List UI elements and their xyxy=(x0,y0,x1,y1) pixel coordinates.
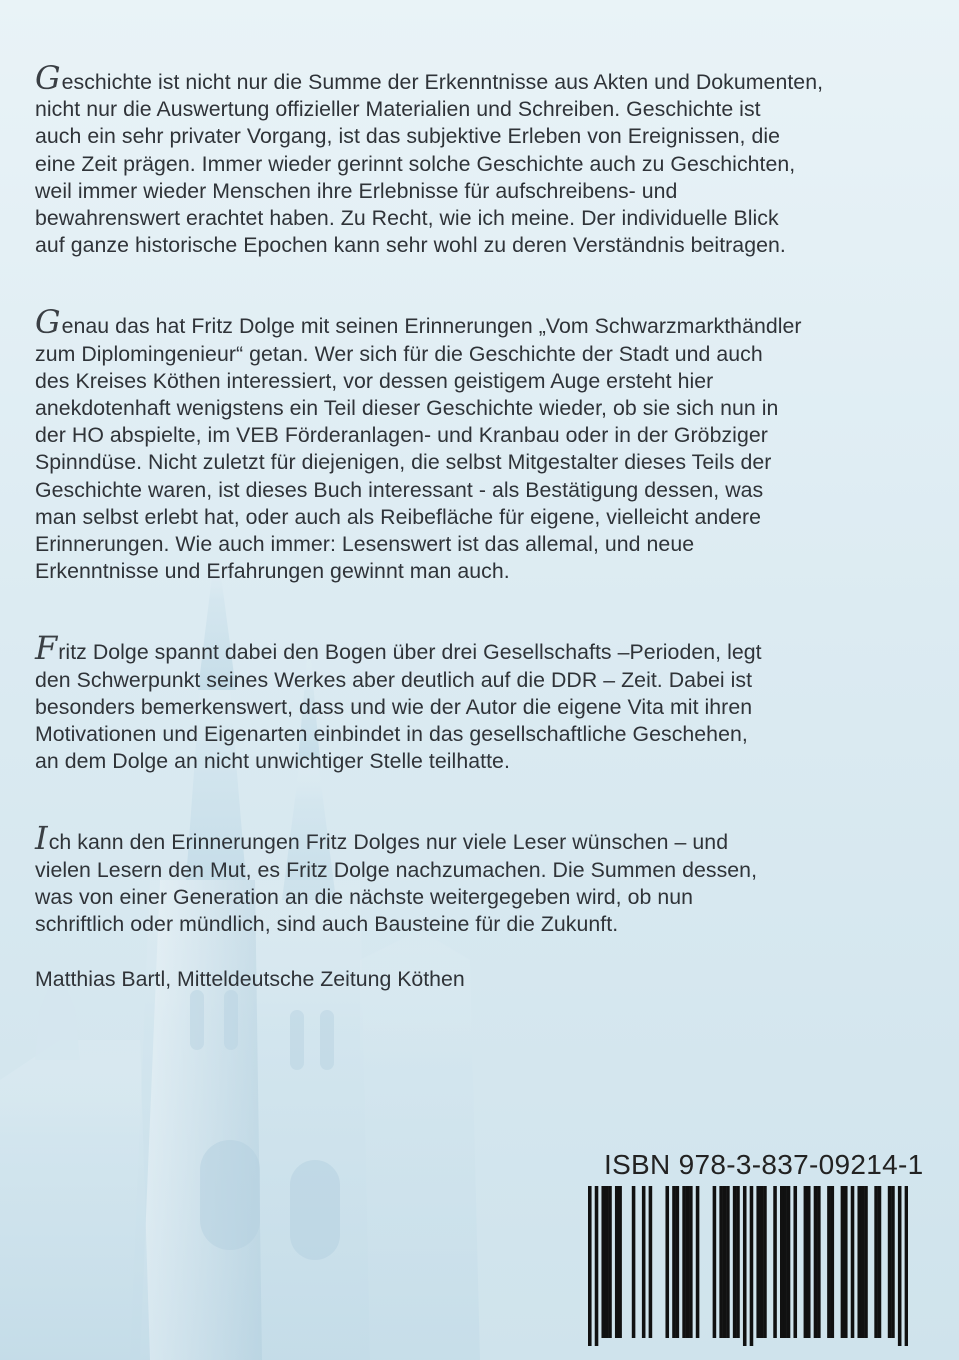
barcode-bar xyxy=(780,1186,784,1338)
barcode-bar xyxy=(618,1186,622,1338)
paragraph-line: vielen Lesern den Mut, es Fritz Dolge nachzumachen. Die Summen dessen, xyxy=(35,857,758,882)
paragraph-4 xyxy=(35,819,905,938)
paragraph-3 xyxy=(35,629,905,775)
paragraph-line: schriftlich oder mündlich, sind auch Bausteine für die Zukunft. xyxy=(35,912,619,937)
barcode-bar xyxy=(804,1186,808,1338)
barcode-bar xyxy=(874,1186,878,1338)
author-credit: Matthias Bartl, Mitteldeutsche Zeitung Köthen xyxy=(35,967,465,991)
barcode-bar xyxy=(814,1186,818,1338)
barcode-bar xyxy=(807,1186,811,1338)
paragraph-line: man selbst erlebt hat, oder auch als Reibefläche für eigene, vielleicht andere xyxy=(35,504,762,529)
isbn-label: ISBN 978-3-837-09214-1 xyxy=(604,1149,924,1180)
paragraph-line: Geschichte waren, ist dieses Buch interessant - als Bestätigung dessen, was xyxy=(35,477,764,502)
barcode-bar xyxy=(743,1186,747,1346)
barcode-bar xyxy=(841,1186,845,1338)
barcode-bar xyxy=(642,1186,646,1338)
barcode-bar xyxy=(689,1186,693,1338)
paragraph-line: Erkenntnisse und Erfahrungen gewinnt man auch. xyxy=(35,559,510,584)
barcode-bar xyxy=(686,1186,690,1338)
barcode-bar xyxy=(608,1186,612,1338)
barcode-bar xyxy=(787,1186,791,1338)
paragraph-line xyxy=(35,303,905,342)
barcode-bar xyxy=(676,1186,680,1338)
barcode-bar xyxy=(773,1186,777,1338)
paragraph-line: weil immer wieder Menschen ihre Erlebnisse für aufschreibens- und xyxy=(35,178,678,203)
decorative-initial: G xyxy=(35,59,61,97)
line-text: ritz Dolge spannt dabei den Bogen über drei Gesellschafts –Perioden, legt xyxy=(58,640,762,665)
paragraph-line: was von einer Generation an die nächste weitergegeben wird, ob nun xyxy=(35,884,694,909)
barcode-bar xyxy=(793,1186,797,1338)
barcode-bar xyxy=(817,1186,821,1338)
barcode-bar xyxy=(878,1186,882,1338)
paragraph-line: nicht nur die Auswertung offizieller Materialien und Schreiben. Geschichte ist xyxy=(35,97,761,122)
barcode-bar xyxy=(632,1186,636,1338)
back-cover-text xyxy=(35,59,905,991)
barcode-bar xyxy=(864,1186,868,1338)
barcode-bar xyxy=(736,1186,740,1338)
barcode-bar xyxy=(696,1186,700,1338)
barcode-bar xyxy=(649,1186,653,1338)
barcode-bar xyxy=(723,1186,727,1338)
decorative-initial: I xyxy=(35,819,48,858)
paragraph-line: an dem Dolge an nicht unwichtiger Stelle teilhatte. xyxy=(35,749,510,774)
barcode-bar xyxy=(750,1186,754,1346)
paragraph-line: den Schwerpunkt seines Werkes aber deutlich auf die DDR – Zeit. Dabei ist xyxy=(35,667,753,692)
barcode-bar xyxy=(763,1186,767,1338)
paragraph-line: des Kreises Köthen interessiert, vor dessen geistigem Auge ersteht hier xyxy=(35,368,714,393)
barcode-bar xyxy=(605,1186,609,1338)
paragraph-line: zum Diplomingenieur“ getan. Wer sich für die Geschichte der Stadt und auch xyxy=(35,341,763,366)
barcode-bar xyxy=(844,1186,848,1338)
barcode-bar xyxy=(601,1186,605,1338)
barcode-bar xyxy=(682,1186,686,1338)
paragraph-line: Motivationen und Eigenarten einbindet in das gesellschaftliche Geschehen, xyxy=(35,722,748,747)
paragraph-line: auf ganze historische Epochen kann sehr wohl zu deren Verständnis beitragen. xyxy=(35,233,786,258)
paragraph-line xyxy=(35,819,905,858)
barcode-bar xyxy=(831,1186,835,1338)
barcode-bar xyxy=(888,1186,892,1338)
paragraph-line: Erinnerungen. Wie auch immer: Lesenswert ist das allemal, und neue xyxy=(35,532,695,557)
paragraph-line xyxy=(35,59,905,97)
isbn-barcode xyxy=(588,1186,908,1346)
decorative-initial: G xyxy=(35,303,61,342)
barcode-bar xyxy=(588,1186,592,1346)
paragraph-line xyxy=(35,629,905,668)
barcode-bar xyxy=(783,1186,787,1338)
barcode-bar xyxy=(898,1186,902,1346)
barcode-bar xyxy=(891,1186,895,1338)
barcode-bar xyxy=(726,1186,730,1338)
line-text: eschichte ist nicht nur die Summe der Erkenntnisse aus Akten und Dokumenten, xyxy=(61,70,824,94)
line-text: enau das hat Fritz Dolge mit seinen Erinnerungen „Vom Schwarzmarkthändler xyxy=(61,314,802,339)
barcode-bar xyxy=(595,1186,599,1346)
barcode-bar xyxy=(719,1186,723,1338)
barcode-bar xyxy=(851,1186,855,1338)
paragraph-1 xyxy=(35,59,905,259)
paragraph-line: besonders bemerkenswert, dass und wie der Autor die eigene Vita mit ihren xyxy=(35,694,753,719)
barcode-bar xyxy=(713,1186,717,1338)
barcode-bar xyxy=(905,1186,908,1346)
paragraph-line: eine Zeit prägen. Immer wieder gerinnt solche Geschichte auch zu Geschichten, xyxy=(35,151,796,176)
barcode-bar xyxy=(857,1186,861,1338)
paragraph-2 xyxy=(35,303,905,585)
barcode-bar xyxy=(861,1186,865,1338)
paragraph-line: anekdotenhaft wenigstens ein Teil dieser Geschichte wieder, ob sie sich nun in xyxy=(35,396,779,421)
paragraph-line: der HO abspielte, im VEB Förderanlagen- und Kranbau oder in der Gröbziger xyxy=(35,423,768,448)
line-text: ch kann den Erinnerungen Fritz Dolges nur viele Leser wünschen – und xyxy=(48,830,729,855)
paragraph-line: bewahrenswert erachtet haben. Zu Recht, wie ich meine. Der individuelle Blick xyxy=(35,206,779,231)
paragraph-line: Spinndüse. Nicht zuletzt für diejenigen, die selbst Mitgestalter dieses Teils der xyxy=(35,450,772,475)
paragraph-line: auch ein sehr privater Vorgang, ist das subjektive Erleben von Ereignissen, die xyxy=(35,124,781,149)
barcode-bar xyxy=(733,1186,737,1338)
barcode-bar xyxy=(665,1186,669,1338)
barcode-bar xyxy=(760,1186,764,1338)
barcode-bar xyxy=(756,1186,760,1338)
barcode-bar xyxy=(827,1186,831,1338)
barcode-bar xyxy=(672,1186,676,1338)
decorative-initial: F xyxy=(35,629,58,668)
barcode-bar xyxy=(615,1186,619,1338)
